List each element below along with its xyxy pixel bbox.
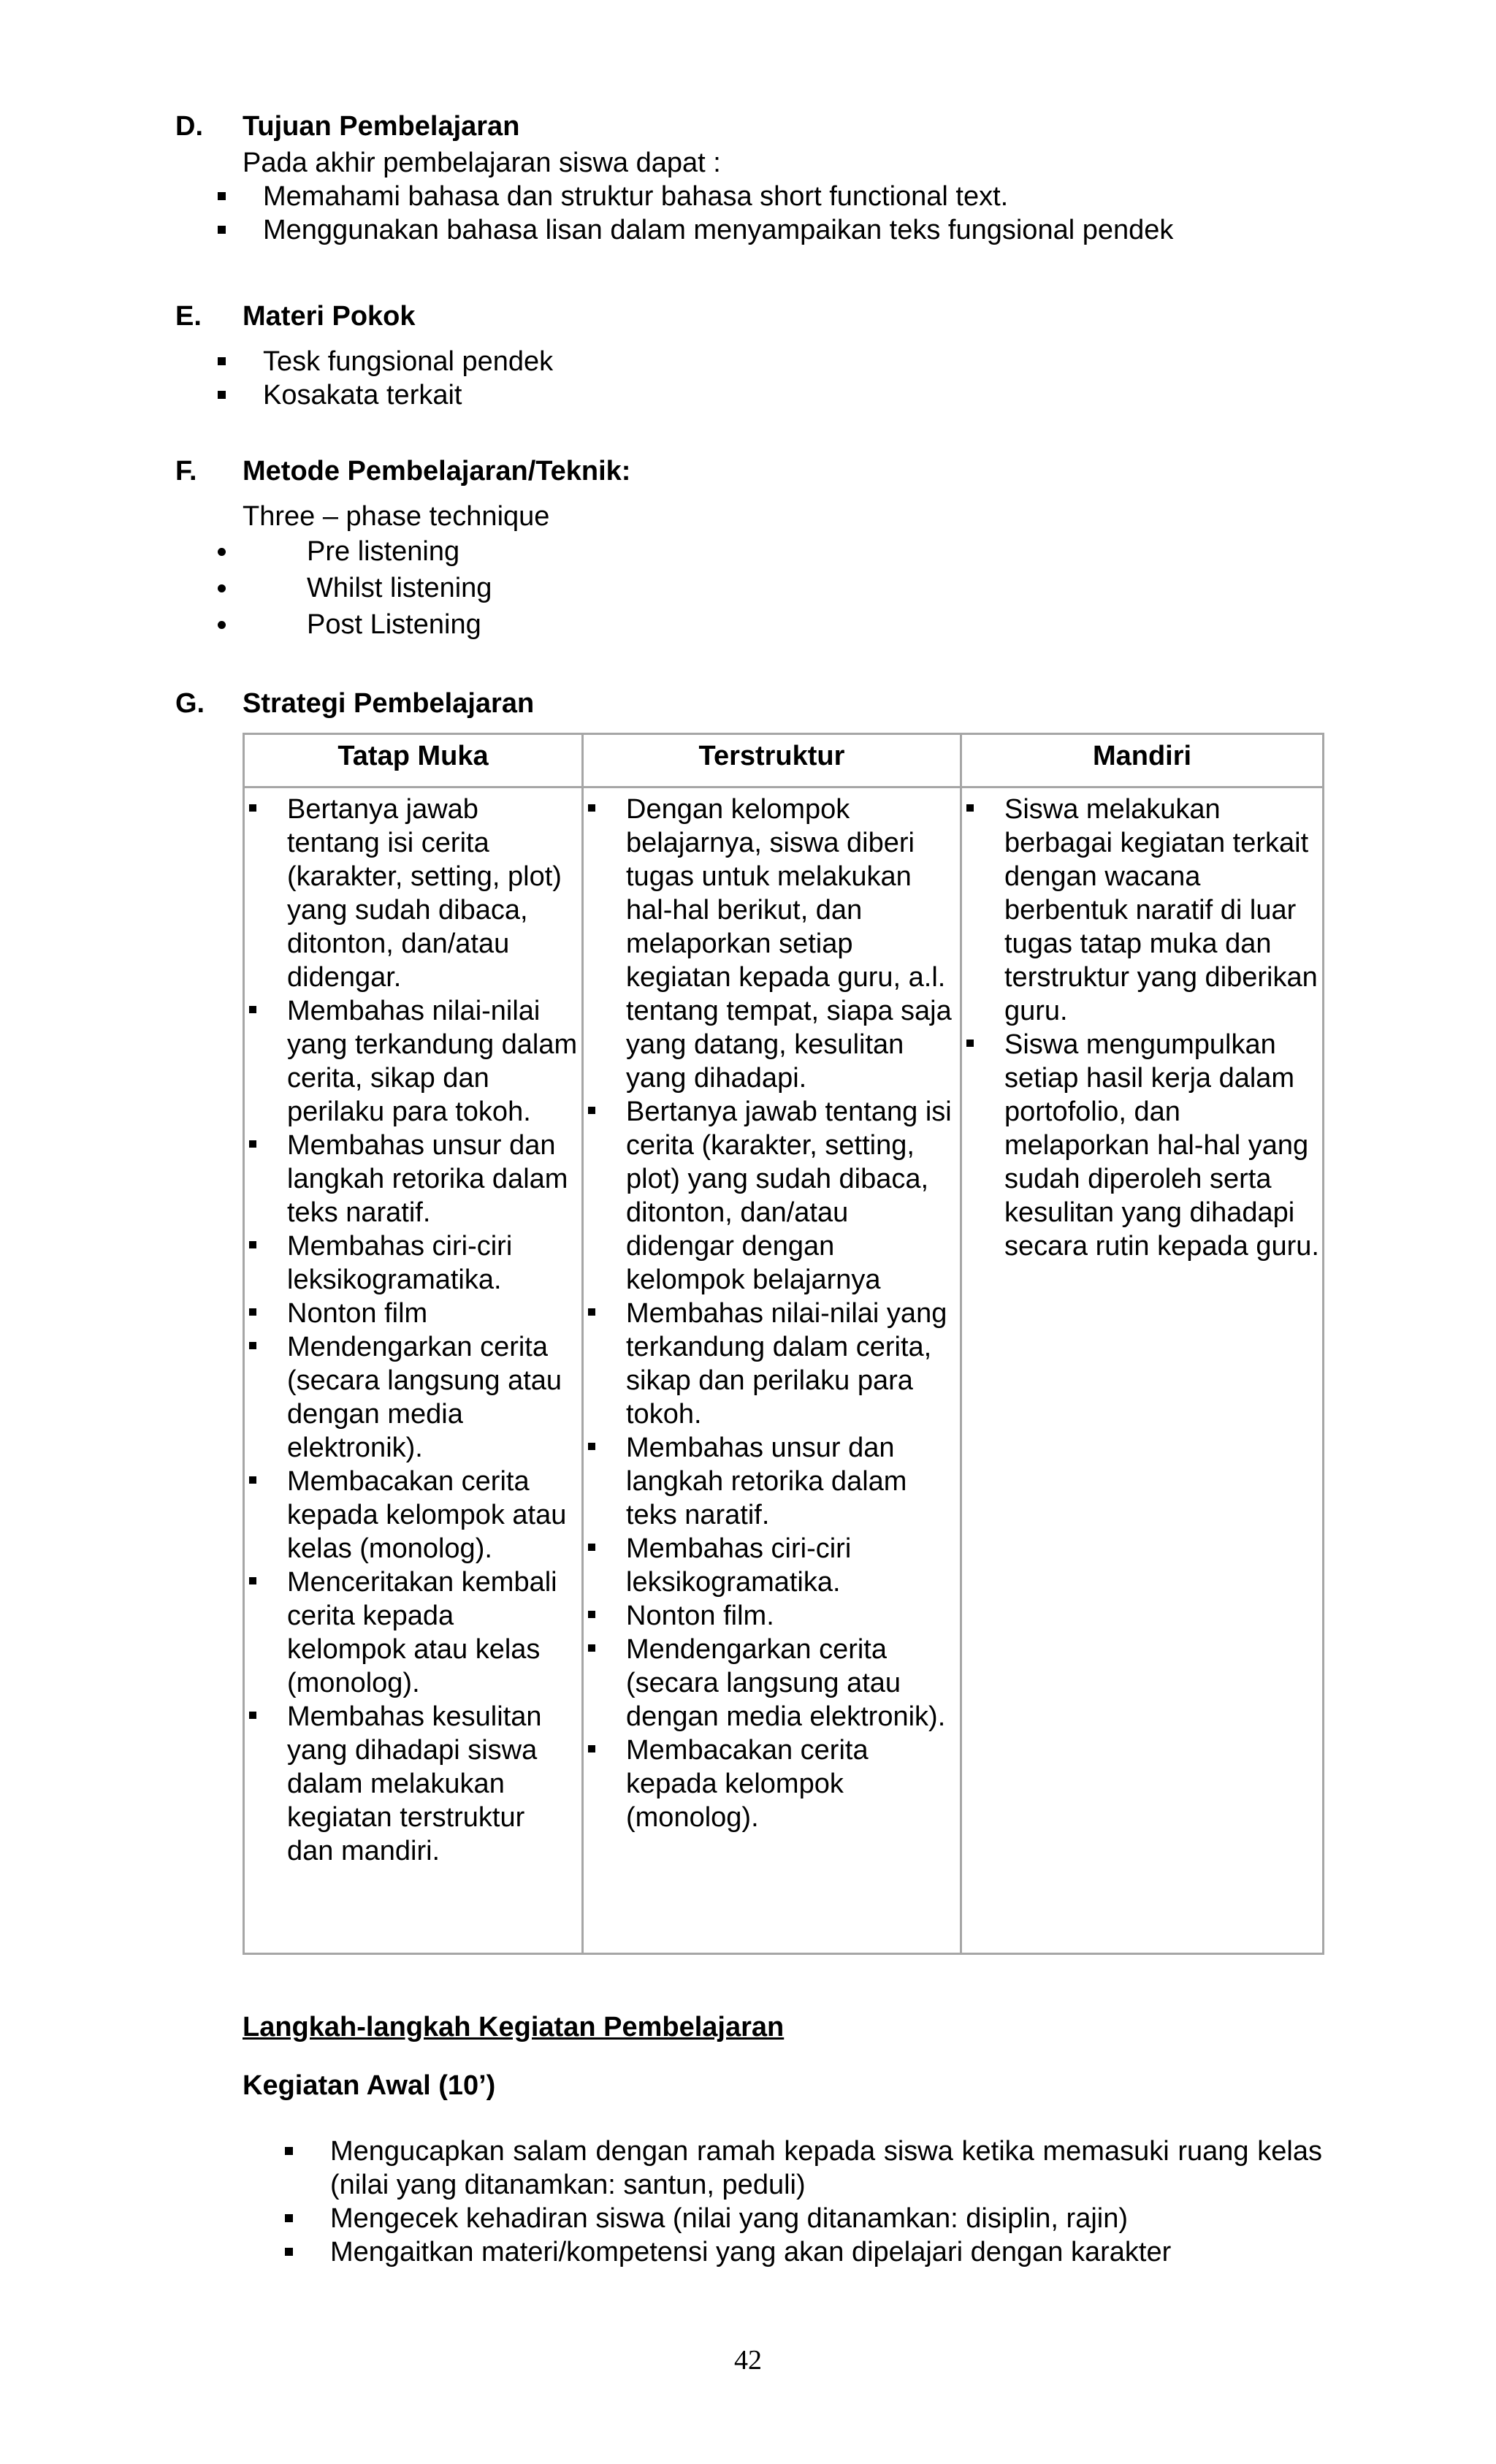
section-f-letter: F.	[175, 456, 197, 487]
cell-mandiri	[961, 787, 1324, 1954]
section-e-list	[175, 345, 1329, 412]
steps-section	[243, 2010, 1322, 2269]
list-item: Membahas nilai-nilai yang terkandung dalam cerita, sikap dan perilaku para tokoh.	[584, 1297, 960, 1431]
list-item: Membahas ciri-ciri leksikogramatika.	[584, 1532, 960, 1599]
table-header-row	[244, 734, 1324, 787]
page-number: 42	[734, 2345, 762, 2376]
mandiri-list	[962, 793, 1322, 1263]
list-item: Kosakata terkait	[175, 378, 1329, 412]
section-e-title: Materi Pokok	[243, 301, 416, 332]
section-d-list	[175, 180, 1329, 247]
header-terstruktur: Terstruktur	[583, 734, 961, 787]
list-item: Bertanya jawab tentang isi cerita (karakter, setting, plot) yang sudah dibaca, ditonton, dan/atau didengar.	[245, 793, 581, 994]
section-d-title: Tujuan Pembelajaran	[243, 111, 520, 142]
section-g	[175, 687, 1329, 720]
strategy-table	[243, 733, 1324, 1955]
list-item: Nonton film.	[584, 1599, 960, 1633]
cell-tatap-muka	[244, 787, 583, 1954]
terstruktur-list	[584, 793, 960, 1834]
section-g-title: Strategi Pembelajaran	[243, 688, 535, 719]
section-d-heading	[175, 110, 1329, 143]
section-d-letter: D.	[175, 111, 203, 142]
section-e-letter: E.	[175, 301, 202, 332]
section-e	[175, 300, 1329, 412]
list-item: Menggunakan bahasa lisan dalam menyampaikan teks fungsional pendek	[175, 213, 1329, 247]
section-f-list	[175, 533, 1329, 643]
cell-terstruktur	[583, 787, 961, 1954]
list-item: Pre listening	[175, 533, 1329, 570]
section-g-heading	[175, 687, 1329, 720]
section-g-letter: G.	[175, 688, 205, 719]
list-item: Membahas unsur dan langkah retorika dalam teks naratif.	[584, 1431, 960, 1532]
list-item: Menceritakan kembali cerita kepada kelompok atau kelas (monolog).	[245, 1565, 581, 1700]
list-item: Mengucapkan salam dengan ramah kepada siswa ketika memasuki ruang kelas (nilai yang ditanamkan: santun, peduli)	[243, 2135, 1322, 2202]
tatap-muka-list	[245, 793, 581, 1868]
list-item: Tesk fungsional pendek	[175, 345, 1329, 378]
list-item: Mendengarkan cerita (secara langsung atau dengan media elektronik).	[584, 1633, 960, 1733]
header-tatap-muka: Tatap Muka	[244, 734, 583, 787]
list-item: Membahas nilai-nilai yang terkandung dalam cerita, sikap dan perilaku para tokoh.	[245, 994, 581, 1129]
list-item: Bertanya jawab tentang isi cerita (karakter, setting, plot) yang sudah dibaca, ditonton, dan/atau didengar dengan kelompok belajarnya	[584, 1095, 960, 1297]
list-item: Membacakan cerita kepada kelompok (monolog).	[584, 1733, 960, 1834]
list-item: Membahas kesulitan yang dihadapi siswa dalam melakukan kegiatan terstruktur dan mandiri.	[245, 1700, 581, 1868]
section-f-intro: Three – phase technique	[243, 501, 550, 532]
section-d-intro: Pada akhir pembelajaran siswa dapat :	[243, 148, 721, 178]
list-item: Membahas ciri-ciri leksikogramatika.	[245, 1229, 581, 1297]
section-f	[175, 454, 1329, 643]
list-item: Siswa melakukan berbagai kegiatan terkait dengan wacana berbentuk naratif di luar tugas tatap muka dan terstruktur yang diberikan guru.	[962, 793, 1322, 1028]
header-mandiri: Mandiri	[961, 734, 1324, 787]
section-f-title: Metode Pembelajaran/Teknik:	[243, 456, 631, 487]
list-item: Mengaitkan materi/kompetensi yang akan dipelajari dengan karakter	[243, 2235, 1322, 2269]
list-item: Memahami bahasa dan struktur bahasa short functional text.	[175, 180, 1329, 213]
section-f-heading	[175, 454, 1329, 488]
list-item: Mendengarkan cerita (secara langsung atau dengan media elektronik).	[245, 1330, 581, 1465]
list-item: Nonton film	[245, 1297, 581, 1330]
list-item: Whilst listening	[175, 570, 1329, 606]
steps-heading: Langkah-langkah Kegiatan Pembelajaran	[243, 2012, 785, 2042]
list-item: Post Listening	[175, 606, 1329, 643]
section-e-heading	[175, 300, 1329, 333]
list-item: Membahas unsur dan langkah retorika dalam teks naratif.	[245, 1129, 581, 1229]
list-item: Dengan kelompok belajarnya, siswa diberi tugas untuk melakukan hal-hal berikut, dan melaporkan setiap kegiatan kepada guru, a.l. tentang tempat, siapa saja yang datang, kesulitan yang dihadapi.	[584, 793, 960, 1095]
list-item: Mengecek kehadiran siswa (nilai yang ditanamkan: disiplin, rajin)	[243, 2202, 1322, 2235]
section-d	[175, 110, 1329, 247]
list-item: Siswa mengumpulkan setiap hasil kerja dalam portofolio, dan melaporkan hal-hal yang sudah diperoleh serta kesulitan yang dihadapi secara rutin kepada guru.	[962, 1028, 1322, 1263]
list-item: Membacakan cerita kepada kelompok atau kelas (monolog).	[245, 1465, 581, 1565]
steps-list	[243, 2135, 1322, 2269]
steps-subheading: Kegiatan Awal (10’)	[243, 2070, 496, 2101]
table-row	[244, 787, 1324, 1954]
